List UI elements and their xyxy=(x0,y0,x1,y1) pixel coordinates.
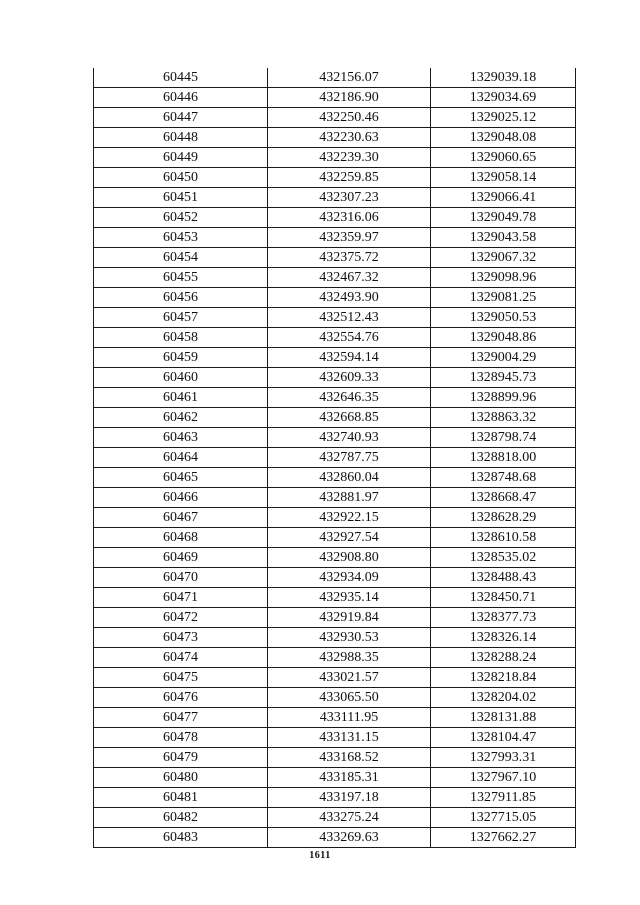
x-coordinate-cell: 432375.72 xyxy=(268,248,431,268)
point-id-cell: 60455 xyxy=(94,268,268,288)
y-coordinate-cell: 1327662.27 xyxy=(431,828,576,848)
table-row xyxy=(94,248,576,268)
x-coordinate-cell: 432860.04 xyxy=(268,468,431,488)
y-coordinate-cell: 1327715.05 xyxy=(431,808,576,828)
y-coordinate-cell: 1329048.86 xyxy=(431,328,576,348)
table-row xyxy=(94,488,576,508)
x-coordinate-cell: 432881.97 xyxy=(268,488,431,508)
table-row xyxy=(94,708,576,728)
point-id-cell: 60466 xyxy=(94,488,268,508)
table-row xyxy=(94,228,576,248)
y-coordinate-cell: 1328899.96 xyxy=(431,388,576,408)
point-id-cell: 60452 xyxy=(94,208,268,228)
point-id-cell: 60467 xyxy=(94,508,268,528)
table-row xyxy=(94,688,576,708)
y-coordinate-cell: 1329049.78 xyxy=(431,208,576,228)
point-id-cell: 60481 xyxy=(94,788,268,808)
y-coordinate-cell: 1328798.74 xyxy=(431,428,576,448)
point-id-cell: 60472 xyxy=(94,608,268,628)
point-id-cell: 60483 xyxy=(94,828,268,848)
point-id-cell: 60474 xyxy=(94,648,268,668)
x-coordinate-cell: 432922.15 xyxy=(268,508,431,528)
y-coordinate-cell: 1328204.02 xyxy=(431,688,576,708)
point-id-cell: 60457 xyxy=(94,308,268,328)
y-coordinate-cell: 1328488.43 xyxy=(431,568,576,588)
y-coordinate-cell: 1328610.58 xyxy=(431,528,576,548)
table-row xyxy=(94,68,576,88)
y-coordinate-cell: 1329004.29 xyxy=(431,348,576,368)
table-row xyxy=(94,108,576,128)
point-id-cell: 60461 xyxy=(94,388,268,408)
x-coordinate-cell: 432934.09 xyxy=(268,568,431,588)
y-coordinate-cell: 1328377.73 xyxy=(431,608,576,628)
point-id-cell: 60480 xyxy=(94,768,268,788)
table-row xyxy=(94,308,576,328)
table-row xyxy=(94,768,576,788)
y-coordinate-cell: 1329060.65 xyxy=(431,148,576,168)
table-row xyxy=(94,628,576,648)
x-coordinate-cell: 432668.85 xyxy=(268,408,431,428)
table-row xyxy=(94,148,576,168)
x-coordinate-cell: 433021.57 xyxy=(268,668,431,688)
y-coordinate-cell: 1329066.41 xyxy=(431,188,576,208)
point-id-cell: 60469 xyxy=(94,548,268,568)
table-row xyxy=(94,128,576,148)
table-row xyxy=(94,88,576,108)
point-id-cell: 60459 xyxy=(94,348,268,368)
table-row xyxy=(94,288,576,308)
point-id-cell: 60458 xyxy=(94,328,268,348)
x-coordinate-cell: 432493.90 xyxy=(268,288,431,308)
x-coordinate-cell: 432316.06 xyxy=(268,208,431,228)
page-number: 1611 xyxy=(309,850,331,861)
y-coordinate-cell: 1329048.08 xyxy=(431,128,576,148)
x-coordinate-cell: 432988.35 xyxy=(268,648,431,668)
x-coordinate-cell: 432307.23 xyxy=(268,188,431,208)
point-id-cell: 60464 xyxy=(94,448,268,468)
x-coordinate-cell: 432646.35 xyxy=(268,388,431,408)
x-coordinate-cell: 433269.63 xyxy=(268,828,431,848)
y-coordinate-cell: 1328288.24 xyxy=(431,648,576,668)
x-coordinate-cell: 433275.24 xyxy=(268,808,431,828)
y-coordinate-cell: 1329050.53 xyxy=(431,308,576,328)
point-id-cell: 60453 xyxy=(94,228,268,248)
y-coordinate-cell: 1329067.32 xyxy=(431,248,576,268)
table-row xyxy=(94,668,576,688)
table-row xyxy=(94,568,576,588)
y-coordinate-cell: 1329025.12 xyxy=(431,108,576,128)
x-coordinate-cell: 433168.52 xyxy=(268,748,431,768)
x-coordinate-cell: 433131.15 xyxy=(268,728,431,748)
y-coordinate-cell: 1328535.02 xyxy=(431,548,576,568)
table-row xyxy=(94,588,576,608)
table-row xyxy=(94,168,576,188)
point-id-cell: 60470 xyxy=(94,568,268,588)
x-coordinate-cell: 433185.31 xyxy=(268,768,431,788)
table-row xyxy=(94,408,576,428)
x-coordinate-cell: 432787.75 xyxy=(268,448,431,468)
table-row xyxy=(94,648,576,668)
point-id-cell: 60449 xyxy=(94,148,268,168)
y-coordinate-cell: 1328945.73 xyxy=(431,368,576,388)
point-id-cell: 60456 xyxy=(94,288,268,308)
x-coordinate-cell: 432259.85 xyxy=(268,168,431,188)
x-coordinate-cell: 432250.46 xyxy=(268,108,431,128)
table-row xyxy=(94,268,576,288)
y-coordinate-cell: 1328818.00 xyxy=(431,448,576,468)
x-coordinate-cell: 432359.97 xyxy=(268,228,431,248)
table-row xyxy=(94,528,576,548)
point-id-cell: 60471 xyxy=(94,588,268,608)
table-row xyxy=(94,208,576,228)
y-coordinate-cell: 1328104.47 xyxy=(431,728,576,748)
point-id-cell: 60468 xyxy=(94,528,268,548)
y-coordinate-cell: 1329039.18 xyxy=(431,68,576,88)
table-row xyxy=(94,788,576,808)
point-id-cell: 60451 xyxy=(94,188,268,208)
point-id-cell: 60446 xyxy=(94,88,268,108)
y-coordinate-cell: 1329043.58 xyxy=(431,228,576,248)
table-row xyxy=(94,508,576,528)
y-coordinate-cell: 1329034.69 xyxy=(431,88,576,108)
table-row xyxy=(94,428,576,448)
point-id-cell: 60454 xyxy=(94,248,268,268)
table-row xyxy=(94,608,576,628)
table-row xyxy=(94,188,576,208)
y-coordinate-cell: 1328748.68 xyxy=(431,468,576,488)
y-coordinate-cell: 1328668.47 xyxy=(431,488,576,508)
x-coordinate-cell: 432554.76 xyxy=(268,328,431,348)
x-coordinate-cell: 433197.18 xyxy=(268,788,431,808)
point-id-cell: 60473 xyxy=(94,628,268,648)
point-id-cell: 60476 xyxy=(94,688,268,708)
table-row xyxy=(94,468,576,488)
table-row xyxy=(94,748,576,768)
table-row xyxy=(94,808,576,828)
table-row xyxy=(94,388,576,408)
x-coordinate-cell: 432935.14 xyxy=(268,588,431,608)
table-row xyxy=(94,348,576,368)
point-id-cell: 60465 xyxy=(94,468,268,488)
point-id-cell: 60477 xyxy=(94,708,268,728)
x-coordinate-cell: 432512.43 xyxy=(268,308,431,328)
y-coordinate-cell: 1328131.88 xyxy=(431,708,576,728)
point-id-cell: 60479 xyxy=(94,748,268,768)
point-id-cell: 60447 xyxy=(94,108,268,128)
x-coordinate-cell: 432156.07 xyxy=(268,68,431,88)
x-coordinate-cell: 432919.84 xyxy=(268,608,431,628)
y-coordinate-cell: 1329098.96 xyxy=(431,268,576,288)
table-row xyxy=(94,368,576,388)
point-id-cell: 60475 xyxy=(94,668,268,688)
x-coordinate-cell: 432908.80 xyxy=(268,548,431,568)
y-coordinate-cell: 1327911.85 xyxy=(431,788,576,808)
x-coordinate-cell: 433065.50 xyxy=(268,688,431,708)
table-row xyxy=(94,828,576,848)
x-coordinate-cell: 432230.63 xyxy=(268,128,431,148)
x-coordinate-cell: 432594.14 xyxy=(268,348,431,368)
y-coordinate-cell: 1327967.10 xyxy=(431,768,576,788)
y-coordinate-cell: 1327993.31 xyxy=(431,748,576,768)
y-coordinate-cell: 1329058.14 xyxy=(431,168,576,188)
table-row xyxy=(94,728,576,748)
x-coordinate-cell: 432927.54 xyxy=(268,528,431,548)
x-coordinate-cell: 432186.90 xyxy=(268,88,431,108)
point-id-cell: 60482 xyxy=(94,808,268,828)
y-coordinate-cell: 1328628.29 xyxy=(431,508,576,528)
y-coordinate-cell: 1329081.25 xyxy=(431,288,576,308)
y-coordinate-cell: 1328326.14 xyxy=(431,628,576,648)
coordinate-table-body xyxy=(94,68,576,848)
y-coordinate-cell: 1328218.84 xyxy=(431,668,576,688)
x-coordinate-cell: 432239.30 xyxy=(268,148,431,168)
x-coordinate-cell: 433111.95 xyxy=(268,708,431,728)
coordinate-table xyxy=(93,68,576,848)
point-id-cell: 60448 xyxy=(94,128,268,148)
point-id-cell: 60478 xyxy=(94,728,268,748)
x-coordinate-cell: 432467.32 xyxy=(268,268,431,288)
table-row xyxy=(94,448,576,468)
x-coordinate-cell: 432930.53 xyxy=(268,628,431,648)
point-id-cell: 60460 xyxy=(94,368,268,388)
point-id-cell: 60462 xyxy=(94,408,268,428)
x-coordinate-cell: 432740.93 xyxy=(268,428,431,448)
point-id-cell: 60450 xyxy=(94,168,268,188)
y-coordinate-cell: 1328863.32 xyxy=(431,408,576,428)
table-row xyxy=(94,548,576,568)
table-row xyxy=(94,328,576,348)
point-id-cell: 60445 xyxy=(94,68,268,88)
point-id-cell: 60463 xyxy=(94,428,268,448)
x-coordinate-cell: 432609.33 xyxy=(268,368,431,388)
y-coordinate-cell: 1328450.71 xyxy=(431,588,576,608)
